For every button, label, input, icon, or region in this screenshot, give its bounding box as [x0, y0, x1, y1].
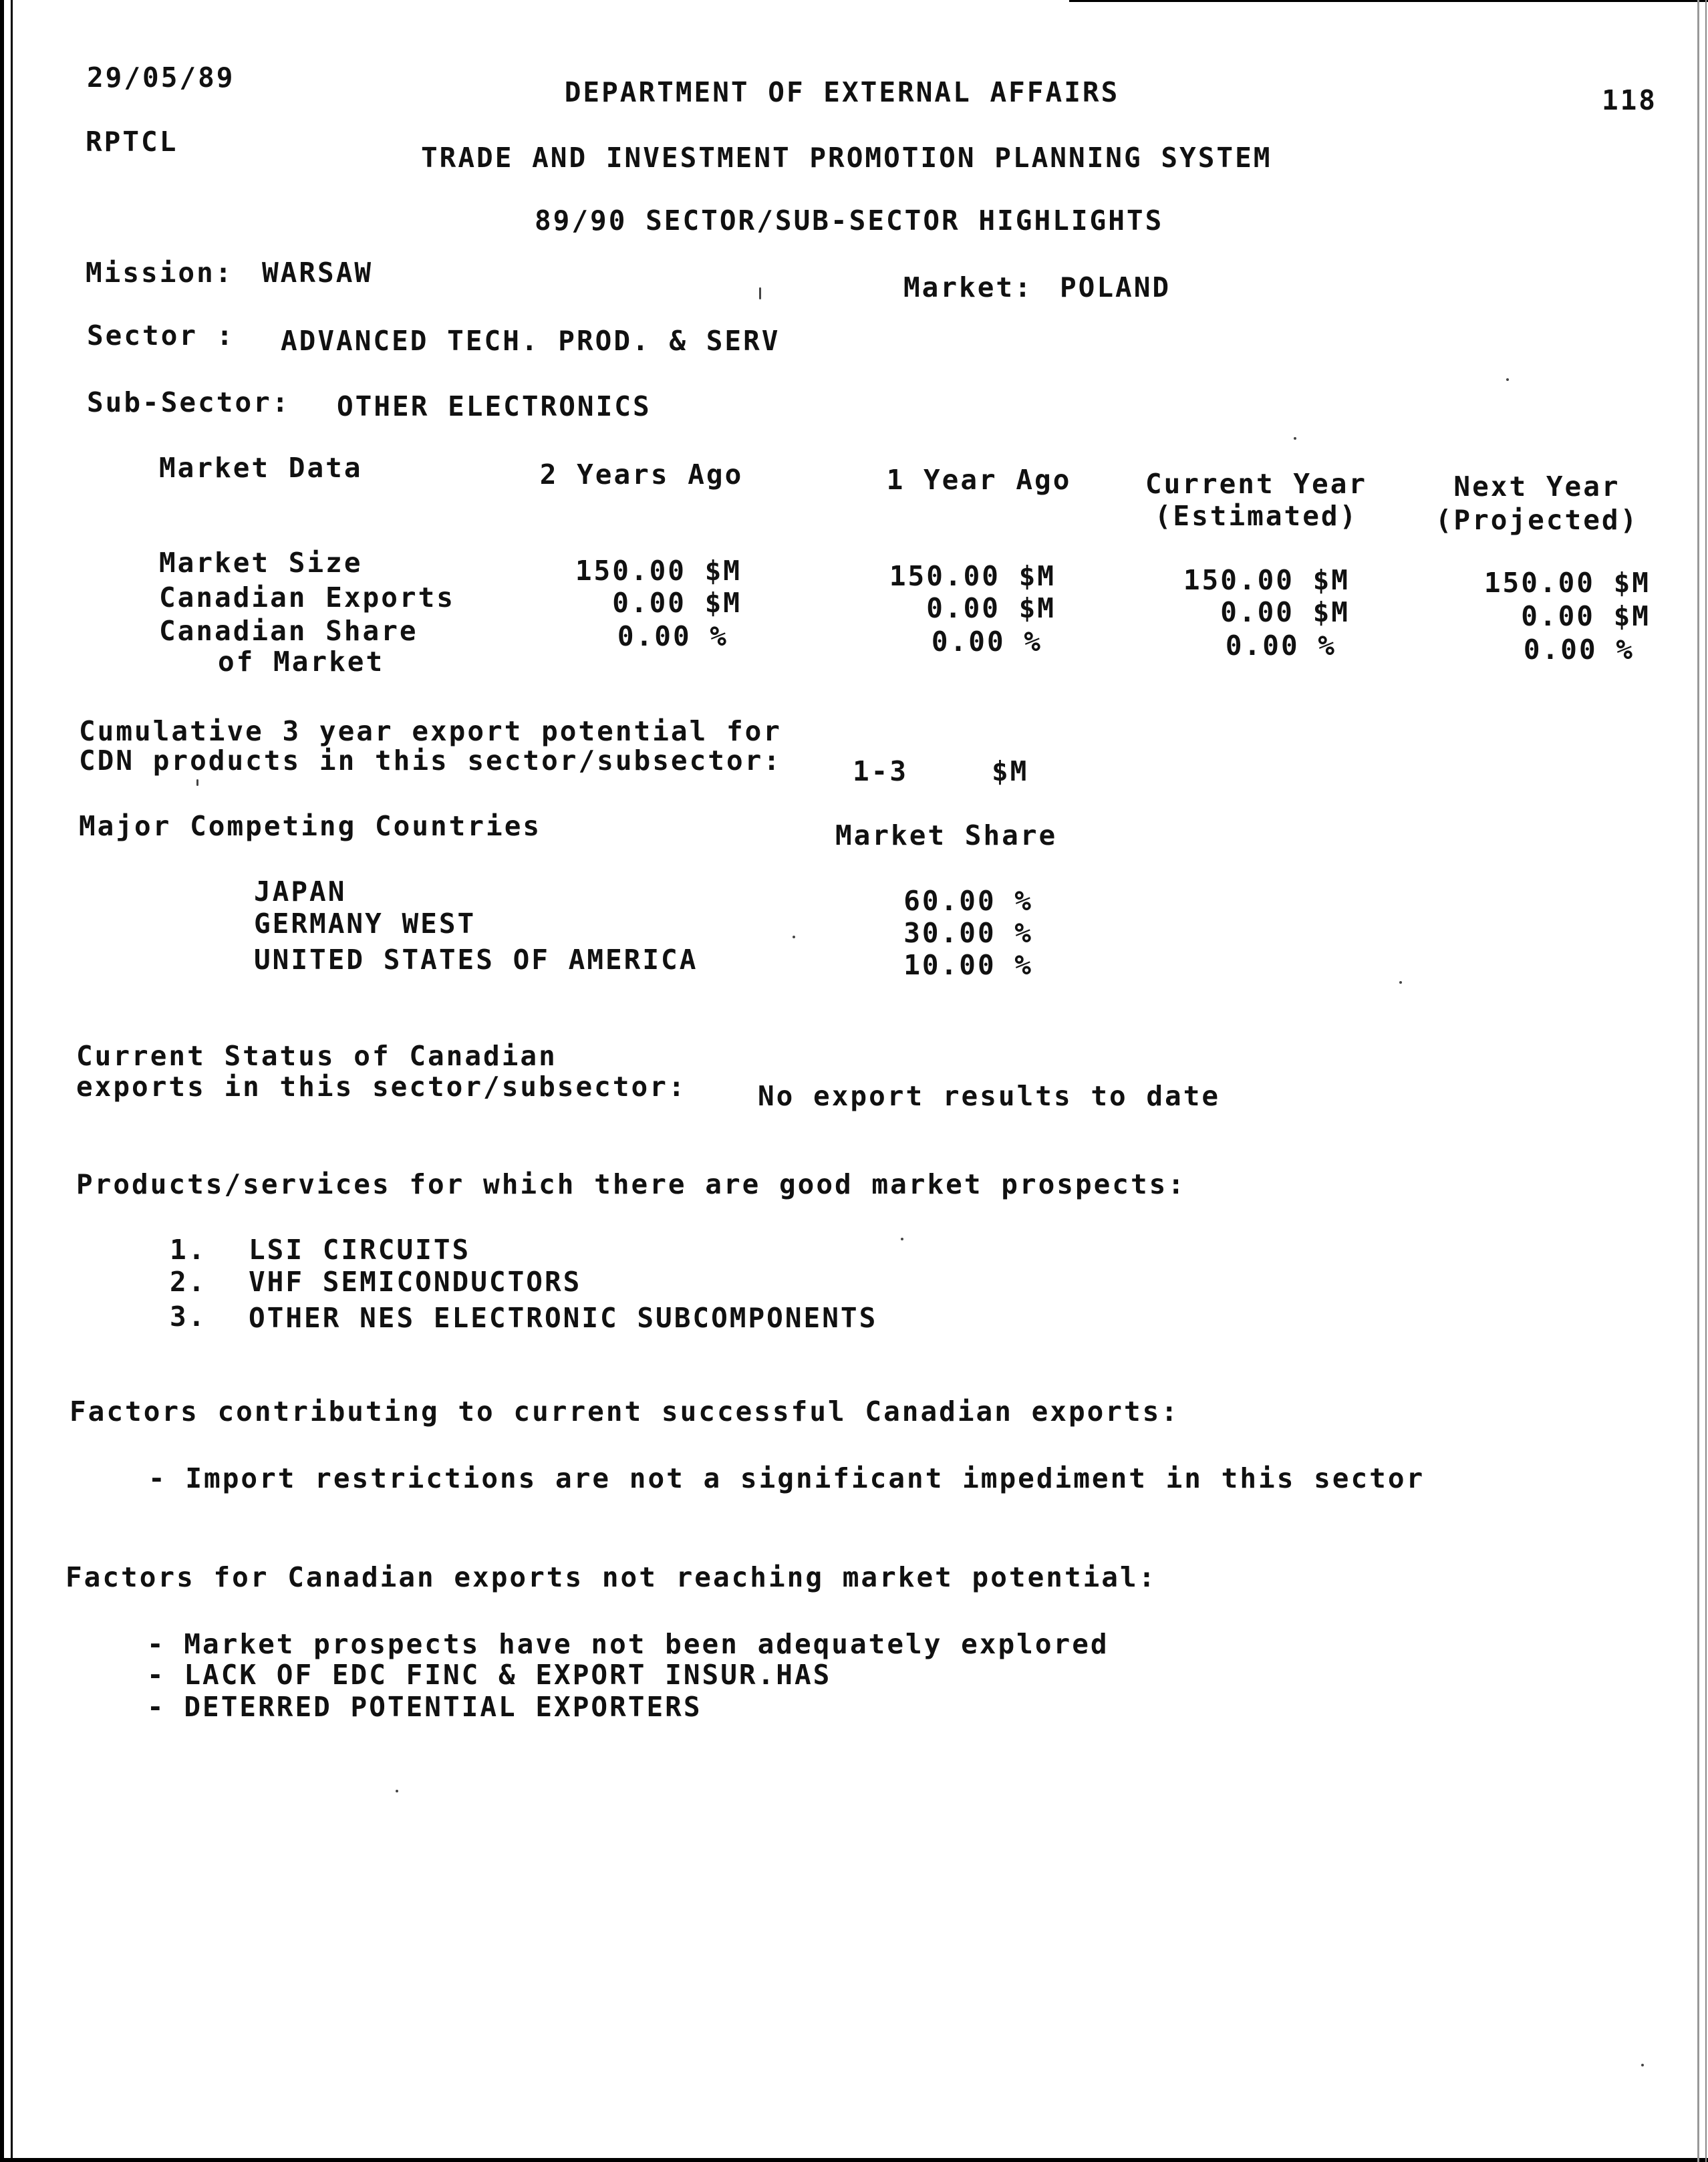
- column-header: Current Year: [1145, 468, 1368, 500]
- export-potential-label-line2: CDN products in this sector/subsector:: [79, 745, 782, 777]
- shortfall-factor-item: - LACK OF EDC FINC & EXPORT INSUR.HAS: [147, 1659, 832, 1691]
- table-cell: 0.00 $M: [1220, 596, 1350, 628]
- table-cell: 0.00 $M: [1521, 600, 1651, 632]
- row-label: Market Size: [159, 547, 363, 579]
- right-scan-border: [1697, 0, 1699, 2162]
- product-item: OTHER NES ELECTRONIC SUBCOMPONENTS: [249, 1302, 878, 1334]
- table-cell: 0.00 %: [1225, 630, 1336, 662]
- competitors-heading: Major Competing Countries: [79, 810, 542, 842]
- scan-speck: [396, 1790, 398, 1792]
- market-value: POLAND: [1060, 271, 1171, 303]
- mission-label: Mission:: [86, 257, 234, 289]
- shortfall-factor-item: - DETERRED POTENTIAL EXPORTERS: [147, 1691, 702, 1723]
- column-header: 1 Year Ago: [886, 464, 1072, 496]
- table-cell: 0.00 $M: [926, 592, 1056, 624]
- competitor-share: 10.00 %: [903, 949, 1033, 981]
- column-header: 2 Years Ago: [539, 458, 744, 491]
- current-status-label: Current Status of Canadian: [76, 1040, 557, 1072]
- system-title: TRADE AND INVESTMENT PROMOTION PLANNING SYSTEM: [421, 142, 1272, 174]
- competitor-share: 60.00 %: [903, 885, 1033, 917]
- competitor-country: UNITED STATES OF AMERICA: [254, 944, 698, 976]
- left-scan-border-inner: [11, 0, 13, 2162]
- column-subheader: (Estimated): [1154, 500, 1359, 532]
- scan-speck: [1506, 378, 1509, 381]
- row-label: Canadian Exports: [159, 581, 455, 614]
- report-date: 29/05/89: [87, 61, 235, 94]
- success-factor-item: - Import restrictions are not a significant impediment in this sector: [148, 1462, 1425, 1494]
- table-cell: 0.00 %: [617, 620, 728, 652]
- competitor-share: 30.00 %: [903, 917, 1033, 949]
- sector-value: ADVANCED TECH. PROD. & SERV: [281, 325, 780, 357]
- column-header: Next Year: [1453, 470, 1620, 503]
- competitor-country: JAPAN: [254, 875, 347, 908]
- shortfall-factors-heading: Factors for Canadian exports not reaching market potential:: [65, 1561, 1157, 1593]
- scan-speck: [1641, 2064, 1644, 2066]
- table-cell: 150.00 $M: [1183, 564, 1350, 596]
- table-cell: 150.00 $M: [1483, 567, 1651, 599]
- row-label-continued: of Market: [218, 646, 385, 678]
- scan-speck: [1294, 437, 1296, 440]
- market-data-label: Market Data: [159, 452, 363, 484]
- mission-value: WARSAW: [262, 257, 374, 289]
- product-item: VHF SEMICONDUCTORS: [249, 1266, 582, 1298]
- bottom-scan-border: [0, 2158, 1708, 2162]
- scan-speck: [1399, 981, 1402, 984]
- report-title: 89/90 SECTOR/SUB-SECTOR HIGHLIGHTS: [535, 205, 1164, 237]
- market-label: Market:: [903, 271, 1033, 303]
- table-cell: 0.00 %: [931, 626, 1042, 658]
- current-status-label-line2: exports in this sector/subsector:: [76, 1071, 687, 1103]
- scan-speck: [759, 287, 761, 299]
- table-cell: 0.00 %: [1523, 634, 1634, 666]
- product-number: 2.: [170, 1266, 207, 1298]
- scan-speck: [793, 936, 795, 938]
- page-number: 118: [1601, 84, 1657, 116]
- products-heading: Products/services for which there are good market prospects:: [76, 1168, 1187, 1200]
- department-title: DEPARTMENT OF EXTERNAL AFFAIRS: [564, 76, 1120, 108]
- market-share-heading: Market Share: [835, 819, 1058, 851]
- shortfall-factor-item: - Market prospects have not been adequately explored: [147, 1628, 1109, 1660]
- success-factors-heading: Factors contributing to current successful Canadian exports:: [69, 1395, 1180, 1428]
- product-item: LSI CIRCUITS: [249, 1234, 471, 1266]
- sub-sector-value: OTHER ELECTRONICS: [337, 390, 652, 422]
- product-number: 1.: [170, 1234, 207, 1266]
- table-cell: 150.00 $M: [575, 555, 742, 587]
- sector-label: Sector :: [87, 319, 235, 352]
- scan-speck: [196, 779, 198, 786]
- table-cell: 0.00 $M: [612, 587, 742, 619]
- left-scan-border: [0, 0, 4, 2162]
- row-label: Canadian Share: [159, 615, 418, 647]
- table-cell: 150.00 $M: [889, 560, 1056, 592]
- competitor-country: GERMANY WEST: [254, 908, 476, 940]
- export-potential-value: 1-3: [853, 755, 909, 787]
- scan-speck: [901, 1238, 903, 1240]
- sub-sector-label: Sub-Sector:: [87, 386, 291, 418]
- column-subheader: (Projected): [1435, 504, 1639, 536]
- top-scan-border: [1069, 0, 1708, 2]
- report-code: RPTCL: [86, 126, 178, 158]
- export-potential-unit: $M: [992, 755, 1029, 787]
- current-status-value: No export results to date: [758, 1080, 1221, 1112]
- export-potential-label: Cumulative 3 year export potential for: [79, 715, 782, 747]
- right-scan-line: [1705, 0, 1707, 2162]
- product-number: 3.: [170, 1301, 207, 1333]
